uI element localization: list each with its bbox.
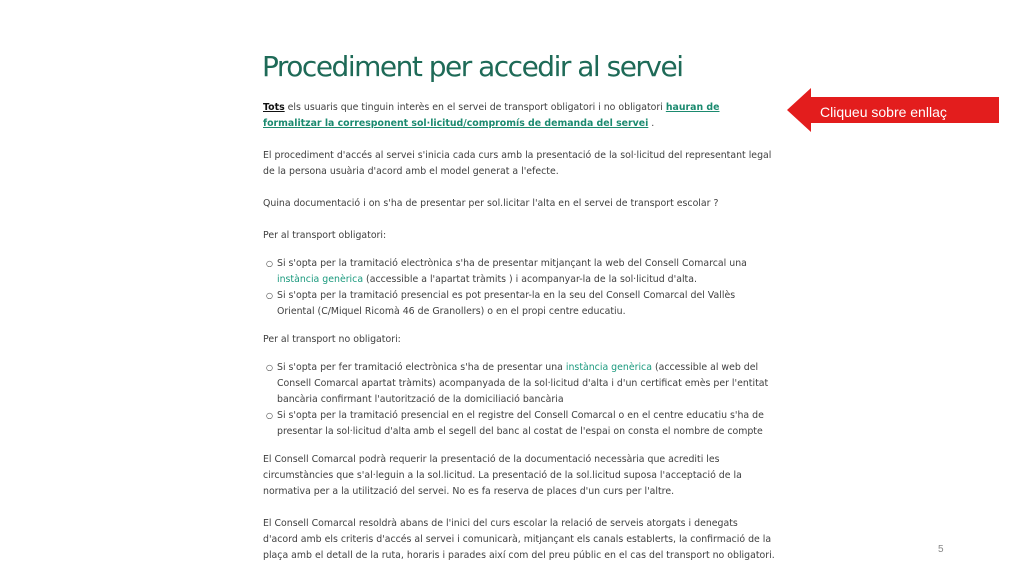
generic-instance-link[interactable]: instància genèrica [565, 362, 652, 373]
callout-label: Cliqueu sobre enllaç [820, 104, 947, 120]
bullet-circle-icon: ○ [266, 411, 273, 420]
list-item-text: Si s'opta per fer tramitació electrònica s'ha de presentar una [277, 362, 566, 373]
requirement-paragraph: El Consell Comarcal podrà requerir la presentació de la documentació necessària que acrediti les circumstàncies que s'al·leguin a la sol.licitud. La presentació de la sol.licitud suposa l'acceptació de la normativa per a la utilització del servei. No es fa reserva de places d'un curs per l'altre. [263, 454, 742, 497]
intro-bold-word: Tots [263, 102, 285, 113]
list-item [266, 360, 775, 408]
list-item-text: Si s'opta per la tramitació electrònica s'ha de presentar mitjançant la web del Consell Comarcal una [277, 258, 747, 269]
page-number: 5 [938, 544, 944, 555]
no-obligatori-list [263, 360, 775, 440]
slide-content [263, 100, 775, 564]
request-form-link[interactable]: hauran de formalitzar la corresponent sol·licitud/compromís de demanda del servei [263, 102, 720, 129]
obligatori-heading: Per al transport obligatori: [263, 230, 387, 241]
question-paragraph: Quina documentació i on s'ha de presentar per sol.licitar l'alta en el servei de transport escolar ? [263, 198, 719, 209]
resolution-paragraph: El Consell Comarcal resoldrà abans de l'inici del curs escolar la relació de serveis atorgats i denegats d'acord amb els criteris d'accés al servei i comunicarà, mitjançant els canals establerts, la confirmació de la plaça amb el detall de la ruta, horaris i parades així com del preu públic en el cas del transport no obligatori. [263, 518, 775, 561]
list-item-text: (accessible a l'apartat tràmits ) i acompanyar-la de la sol·licitud d'alta. [363, 274, 697, 285]
access-paragraph: El procediment d'accés al servei s'inicia cada curs amb la presentació de la sol·licitud del representant legal de la persona usuària d'acord amb el model generat a l'efecte. [263, 150, 772, 177]
obligatori-list [263, 256, 775, 320]
list-item [266, 288, 775, 320]
list-item [266, 408, 775, 440]
list-item-text: Si s'opta per la tramitació presencial es pot presentar-la en la seu del Consell Comarcal del Vallès Oriental (C/Miquel Ricomà 46 de Granollers) o en el propi centre educatiu. [277, 290, 736, 317]
list-item-text: Si s'opta per la tramitació presencial en el registre del Consell Comarcal o en el centre educatiu s'ha de presentar la sol·licitud d'alta amb el segell del banc al costat de l'espai on consta el nombre de compte [277, 410, 764, 437]
intro-tail: . [648, 118, 655, 129]
bullet-circle-icon: ○ [266, 291, 273, 300]
list-item [266, 256, 775, 288]
generic-instance-link[interactable]: instància genèrica [277, 274, 364, 285]
page-title: Procediment per accedir al servei [262, 50, 683, 83]
bullet-circle-icon: ○ [266, 363, 273, 372]
bullet-circle-icon: ○ [266, 259, 273, 268]
intro-paragraph [263, 100, 775, 132]
intro-text: els usuaris que tinguin interès en el servei de transport obligatori i no obligatori [284, 102, 666, 113]
list-item-text: (accessible al web del Consell Comarcal apartat tràmits) acompanyada de la sol·licitud d'alta i d'un certificat emès per l'entitat bancària confirmant l'autorització de la domiciliació bancària [277, 362, 769, 405]
no-obligatori-heading: Per al transport no obligatori: [263, 334, 401, 345]
